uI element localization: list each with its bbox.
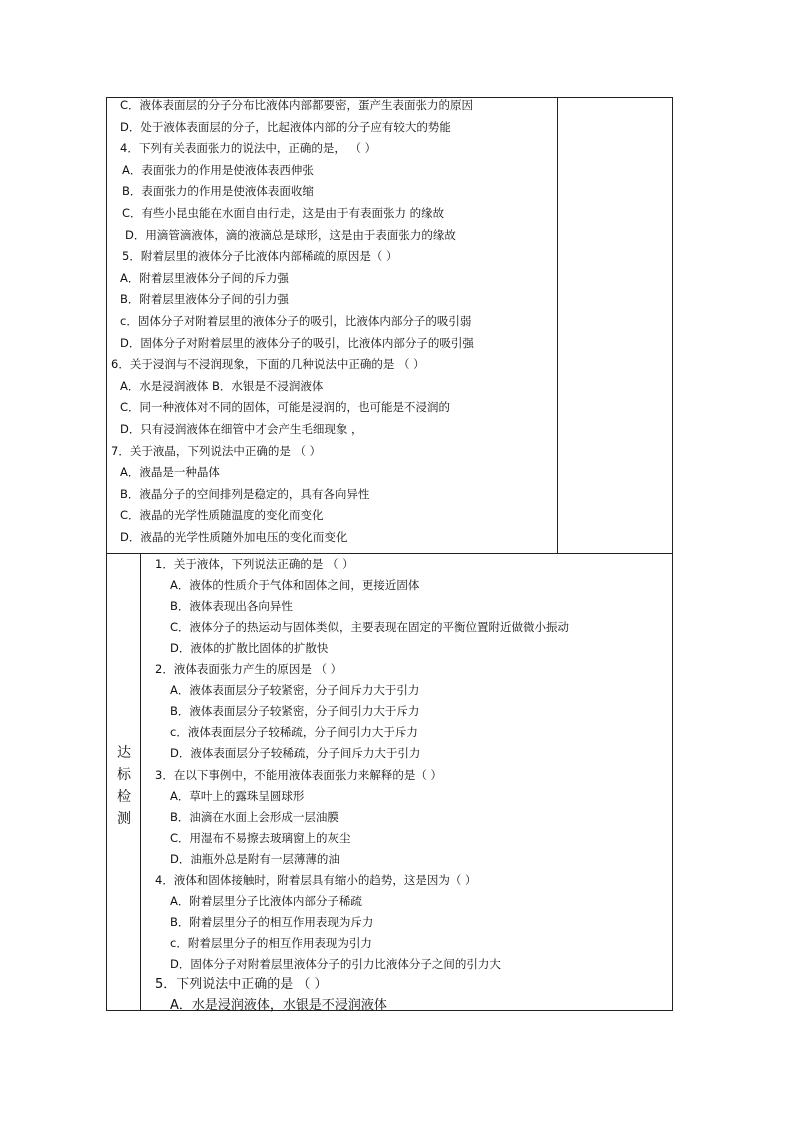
text-line: 3．在以下事例中，不能用液体表面张力来解释的是（ ） bbox=[155, 767, 442, 782]
text-line: 1．关于液体，下列说法正确的是 （ ） bbox=[155, 557, 354, 571]
side-label-char: 检 bbox=[117, 789, 131, 805]
text-line: C．液晶的光学性质随温度的变化而变化 bbox=[120, 508, 324, 523]
text-line: A．附着层里液体分子间的斥力强 bbox=[120, 270, 289, 285]
text-line: 5．附着层里的液体分子比液体内部稀疏的原因是（ ） bbox=[122, 249, 398, 264]
text-line: A．水是浸润液体 B．水银是不浸润液体 bbox=[120, 378, 324, 393]
text-line: B．液体表现出各向异性 bbox=[170, 599, 293, 614]
text-line: 2．液体表面张力产生的原因是 （ ） bbox=[155, 662, 343, 677]
text-line: D．用滴管滴液体，滴的液滴总是球形，这是由于表面张力的缘故 bbox=[125, 227, 456, 242]
text-line: D．处于液体表面层的分子，比起液体内部的分子应有较大的势能 bbox=[120, 119, 451, 134]
text-line: C．有些小昆虫能在水面自由行走，这是由于有表面张力 的缘故 bbox=[122, 206, 445, 220]
text-line: 5．下列说法中正确的是 （ ） bbox=[155, 977, 328, 992]
text-line: B．液晶分子的空间排列是稳定的，具有各向异性 bbox=[120, 486, 370, 501]
side-label-char: 标 bbox=[117, 767, 131, 783]
text-line: A．表面张力的作用是使液体表西伸张 bbox=[122, 162, 314, 177]
side-label-divider bbox=[140, 553, 141, 1011]
text-line: 7．关于液晶，下列说法中正确的是 （ ） bbox=[111, 443, 322, 458]
text-line: B．附着层里分子的相互作用表现为斥力 bbox=[170, 914, 374, 929]
text-line: 4．下列有关表面张力的说法中，正确的是， （ ） bbox=[120, 141, 377, 156]
text-line: D．油瓶外总是附有一层薄薄的油 bbox=[170, 851, 340, 866]
section-divider bbox=[106, 553, 673, 554]
text-line: 4．液体和固体接触时，附着层具有缩小的趋势，这是因为（ ） bbox=[155, 872, 477, 887]
text-line: B．附着层里液体分子间的引力强 bbox=[120, 292, 289, 307]
text-line: A．附着层里分子比液体内部分子稀疏 bbox=[170, 893, 362, 908]
text-line: A．液体表面层分子较紧密，分子间斥力大于引力 bbox=[170, 683, 420, 698]
text-line: c．固体分子对附着层里的液体分子的吸引，比液体内部分子的吸引弱 bbox=[120, 314, 472, 328]
text-line: D．液晶的光学性质随外加电压的变化而变化 bbox=[120, 530, 348, 544]
text-line: A．水是浸润液体，水银是不浸润液体 bbox=[170, 998, 387, 1014]
text-line: B．油滴在水面上会形成一层油膜 bbox=[170, 809, 339, 824]
text-line: C．液体表面层的分子分布比液体内部都要密，蛋产生表面张力的原因 bbox=[120, 98, 474, 112]
text-line: C．同一种液体对不同的固体，可能是浸润的，也可能是不浸润的 bbox=[120, 400, 451, 415]
text-line: B．表面张力的作用是使液体表面收缩 bbox=[122, 184, 314, 199]
text-line: c．附着层里分子的相互作用表现为引力 bbox=[170, 935, 372, 950]
text-line: A．草叶上的露珠呈圆球形 bbox=[170, 788, 305, 803]
text-line: C．用湿布不易擦去玻璃窗上的灰尘 bbox=[170, 830, 351, 845]
text-line: D．固体分子对附着层里液体分子的引力比液体分子之间的引力大 bbox=[170, 956, 501, 971]
top-right-column-divider bbox=[557, 97, 558, 554]
text-line: c．液体表面层分子较稀疏，分子间引力大于斥力 bbox=[170, 725, 418, 740]
text-line: D．液体表面层分子较稀疏，分子间斥力大于引力 bbox=[170, 746, 421, 761]
side-label-char: 测 bbox=[117, 811, 131, 827]
text-line: B．液体表面层分子较紧密，分子间引力大于斥力 bbox=[170, 704, 420, 719]
text-line: 6．关于浸润与不浸润现象，下面的几种说法中正确的是 （ ） bbox=[111, 357, 425, 372]
text-line: D．只有浸润液体在细管中才会产生毛细现象 ， bbox=[120, 422, 363, 436]
text-line: D．液体的扩散比固体的扩散快 bbox=[170, 641, 329, 656]
text-line: C．液体分子的热运动与固体类似，主要表现在固定的平衡位置附近做微小振动 bbox=[170, 620, 570, 635]
text-line: D．固体分子对附着层里的液体分子的吸引，比液体内部分子的吸引强 bbox=[120, 335, 474, 350]
text-line: A．液晶是一种晶体 bbox=[120, 465, 220, 480]
side-label-char: 达 bbox=[117, 745, 131, 761]
text-line: A．液体的性质介于气体和固体之间，更接近固体 bbox=[170, 578, 420, 593]
